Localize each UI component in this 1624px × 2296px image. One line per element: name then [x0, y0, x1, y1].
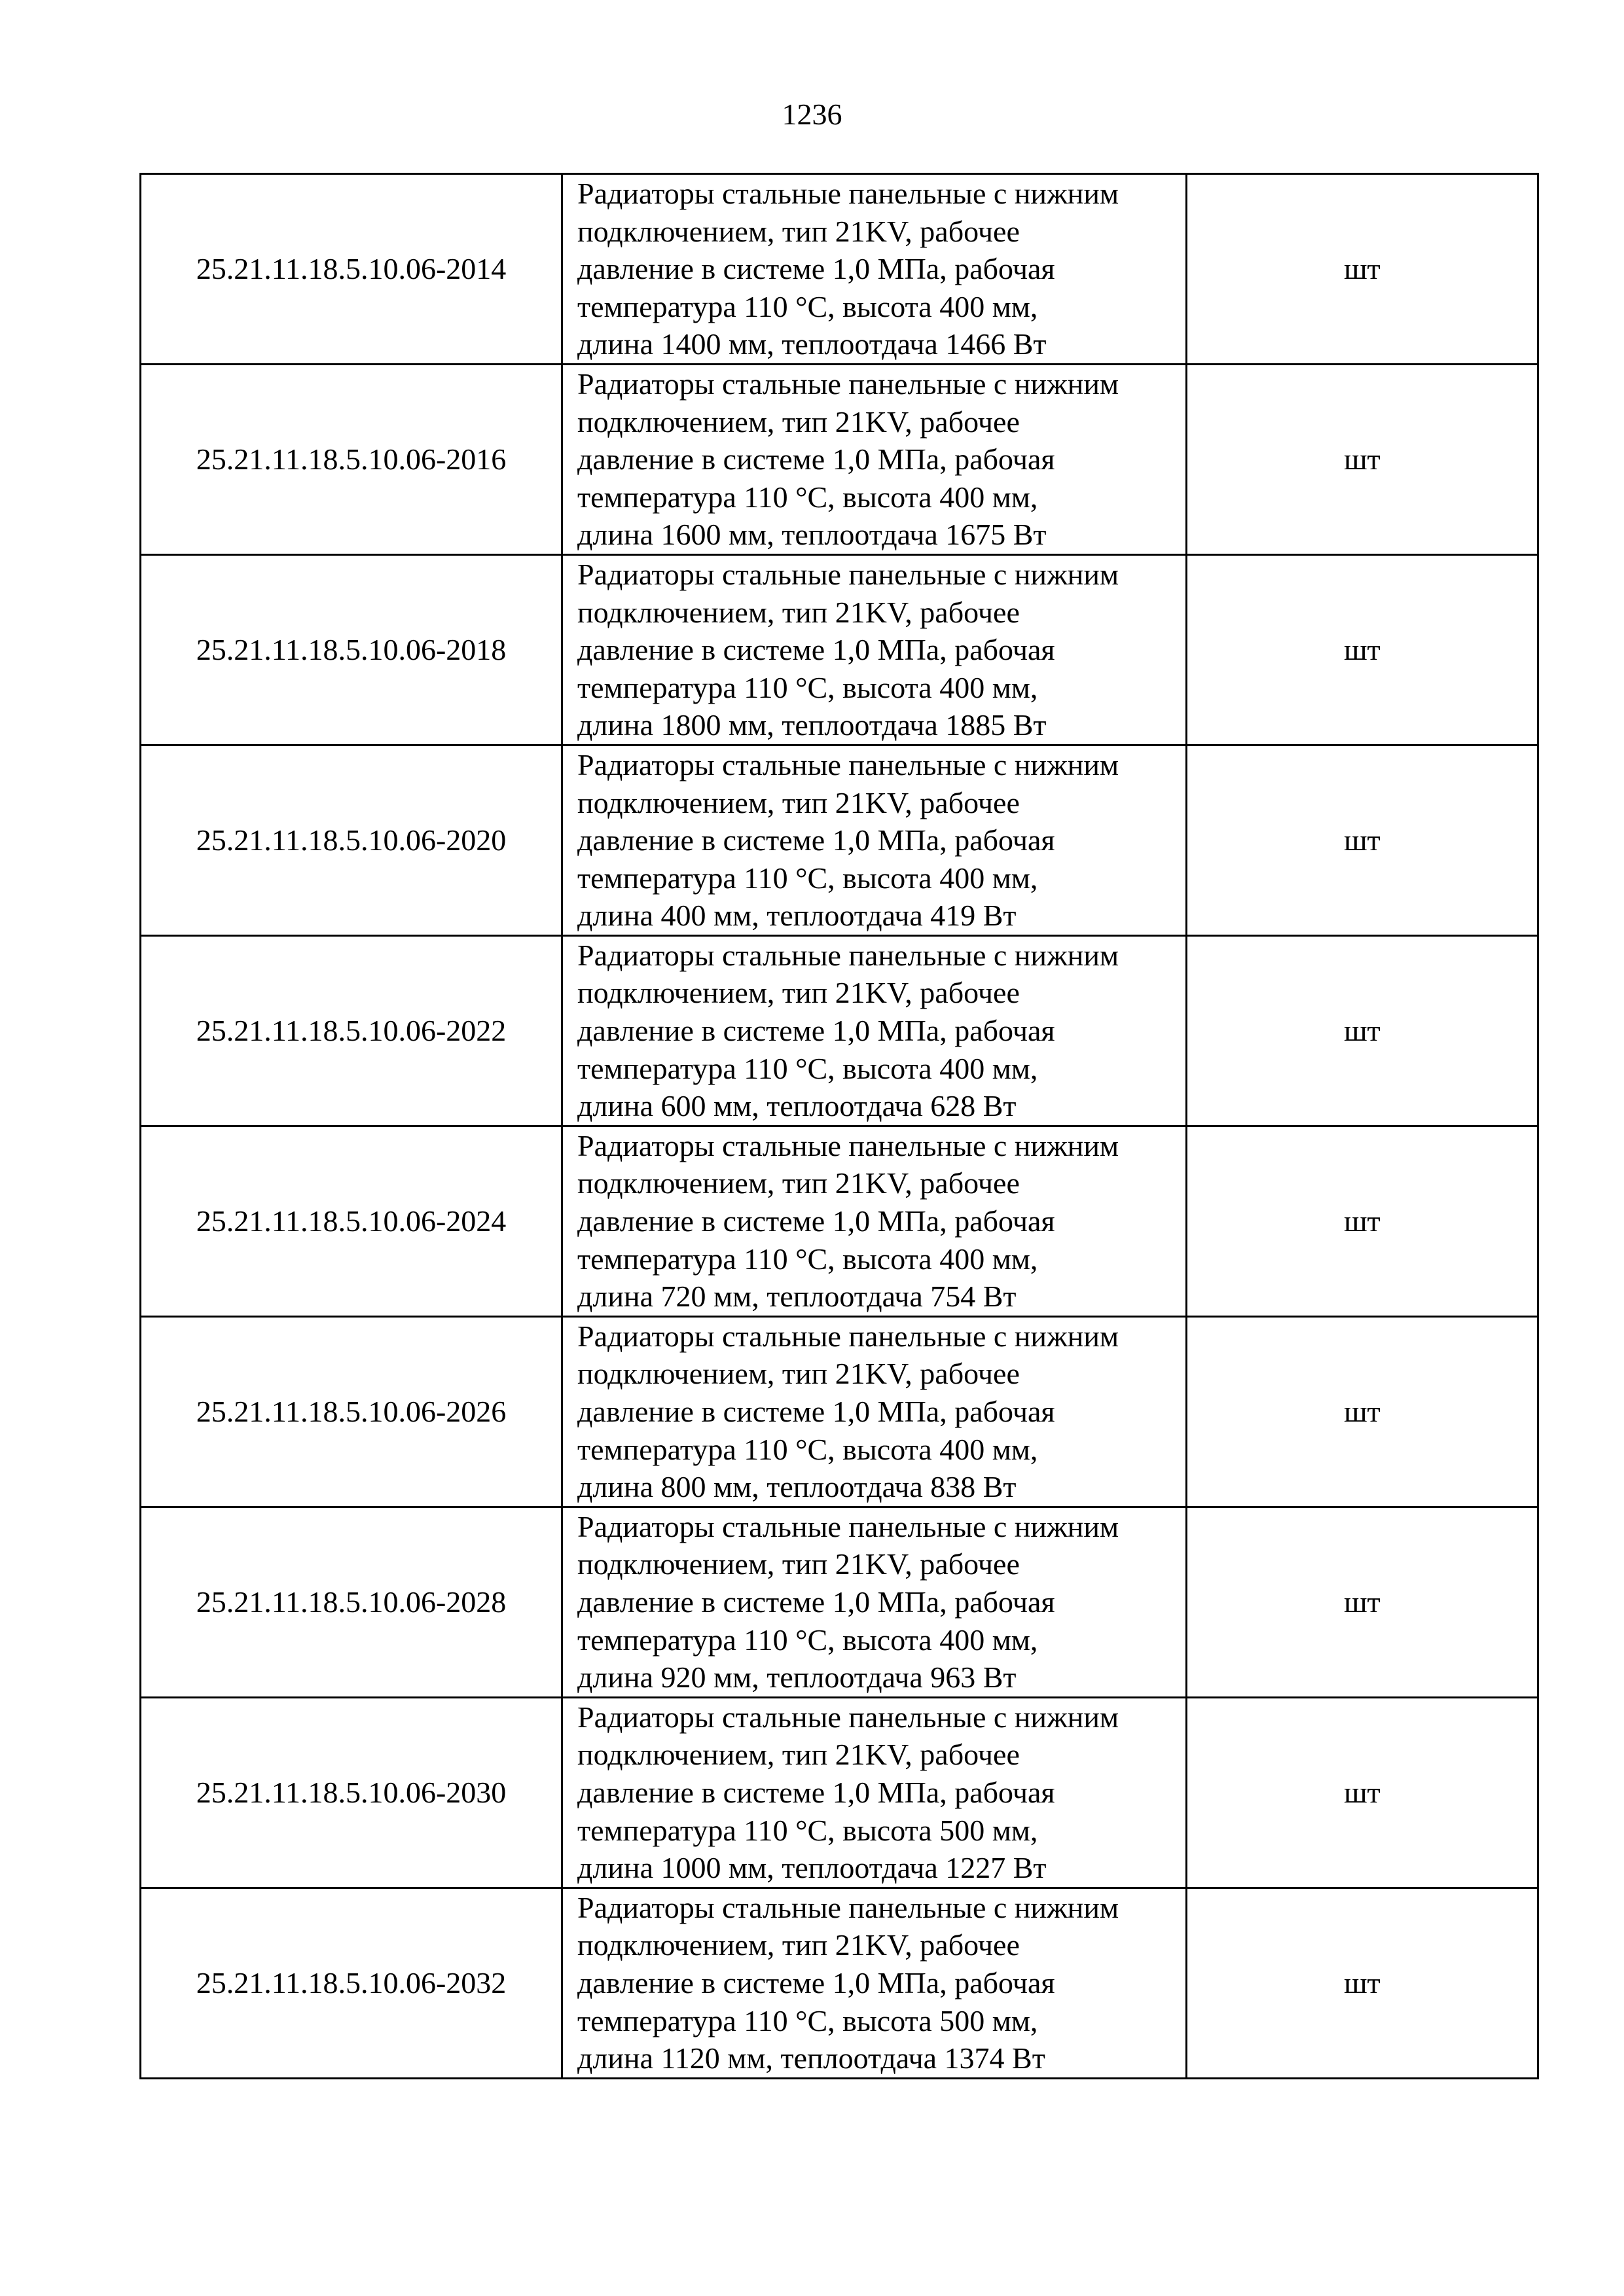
description-line: подключением, тип 21KV, рабочее	[577, 1928, 1020, 1962]
unit-of-measure: шт	[1187, 1888, 1538, 2078]
description-line: длина 800 мм, теплоотдача 838 Вт	[577, 1470, 1017, 1504]
description-line: длина 720 мм, теплоотдача 754 Вт	[577, 1280, 1017, 1314]
resource-code: 25.21.11.18.5.10.06-2016	[141, 364, 562, 554]
resource-description	[562, 554, 1187, 745]
description-line: Радиаторы стальные панельные с нижним	[577, 177, 1119, 210]
description-line: Радиаторы стальные панельные с нижним	[577, 1128, 1119, 1162]
description-line: длина 400 мм, теплоотдача 419 Вт	[577, 899, 1017, 933]
unit-of-measure: шт	[1187, 1126, 1538, 1316]
table-row	[141, 1507, 1538, 1697]
description-line: температура 110 °C, высота 400 мм,	[577, 861, 1038, 895]
unit-of-measure: шт	[1187, 364, 1538, 554]
table-row	[141, 1888, 1538, 2078]
description-line: температура 110 °C, высота 400 мм,	[577, 480, 1038, 514]
description-line: подключением, тип 21KV, рабочее	[577, 404, 1020, 439]
resource-code: 25.21.11.18.5.10.06-2030	[141, 1697, 562, 1888]
description-line: длина 1600 мм, теплоотдача 1675 Вт	[577, 518, 1047, 552]
resource-code: 25.21.11.18.5.10.06-2022	[141, 935, 562, 1126]
description-line: температура 110 °C, высота 500 мм,	[577, 2003, 1038, 2037]
unit-of-measure: шт	[1187, 554, 1538, 745]
resource-code: 25.21.11.18.5.10.06-2018	[141, 554, 562, 745]
resources-table	[139, 173, 1539, 2079]
table-row	[141, 1697, 1538, 1888]
description-line: давление в системе 1,0 МПа, рабочая	[577, 1585, 1055, 1619]
unit-of-measure: шт	[1187, 1316, 1538, 1507]
description-line: подключением, тип 21KV, рабочее	[577, 214, 1020, 248]
description-line: температура 110 °C, высота 400 мм,	[577, 1432, 1038, 1466]
description-line: Радиаторы стальные панельные с нижним	[577, 938, 1119, 972]
description-line: давление в системе 1,0 МПа, рабочая	[577, 823, 1055, 857]
description-line: длина 600 мм, теплоотдача 628 Вт	[577, 1089, 1017, 1123]
resource-description	[562, 935, 1187, 1126]
resource-description	[562, 364, 1187, 554]
resource-code: 25.21.11.18.5.10.06-2014	[141, 174, 562, 365]
unit-of-measure: шт	[1187, 1507, 1538, 1697]
description-line: Радиаторы стальные панельные с нижним	[577, 747, 1119, 781]
table-row	[141, 745, 1538, 935]
table-row	[141, 174, 1538, 365]
table-row	[141, 1316, 1538, 1507]
description-line: подключением, тип 21KV, рабочее	[577, 1547, 1020, 1581]
description-line: подключением, тип 21KV, рабочее	[577, 1738, 1020, 1772]
description-line: Радиаторы стальные панельные с нижним	[577, 1890, 1119, 1924]
description-line: температура 110 °C, высота 400 мм,	[577, 670, 1038, 704]
description-line: подключением, тип 21KV, рабочее	[577, 1357, 1020, 1391]
resource-code: 25.21.11.18.5.10.06-2026	[141, 1316, 562, 1507]
description-line: температура 110 °C, высота 400 мм,	[577, 1623, 1038, 1657]
table-row	[141, 935, 1538, 1126]
description-line: длина 920 мм, теплоотдача 963 Вт	[577, 1660, 1017, 1695]
description-line: давление в системе 1,0 МПа, рабочая	[577, 1014, 1055, 1048]
description-line: давление в системе 1,0 МПа, рабочая	[577, 252, 1055, 286]
resource-code: 25.21.11.18.5.10.06-2032	[141, 1888, 562, 2078]
description-line: давление в системе 1,0 МПа, рабочая	[577, 1775, 1055, 1809]
unit-of-measure: шт	[1187, 1697, 1538, 1888]
resource-description	[562, 745, 1187, 935]
description-line: длина 1120 мм, теплоотдача 1374 Вт	[577, 2041, 1045, 2075]
resource-code: 25.21.11.18.5.10.06-2020	[141, 745, 562, 935]
description-line: давление в системе 1,0 МПа, рабочая	[577, 442, 1055, 476]
unit-of-measure: шт	[1187, 174, 1538, 365]
resource-description	[562, 1888, 1187, 2078]
description-line: Радиаторы стальные панельные с нижним	[577, 1319, 1119, 1353]
description-line: длина 1400 мм, теплоотдача 1466 Вт	[577, 327, 1047, 361]
page-number: 1236	[782, 98, 842, 131]
description-line: давление в системе 1,0 МПа, рабочая	[577, 1965, 1055, 2000]
description-line: давление в системе 1,0 МПа, рабочая	[577, 1204, 1055, 1238]
description-line: давление в системе 1,0 МПа, рабочая	[577, 633, 1055, 667]
description-line: Радиаторы стальные панельные с нижним	[577, 1509, 1119, 1543]
description-line: подключением, тип 21KV, рабочее	[577, 785, 1020, 819]
description-line: температура 110 °C, высота 400 мм,	[577, 1242, 1038, 1276]
resource-description	[562, 1507, 1187, 1697]
description-line: Радиаторы стальные панельные с нижним	[577, 557, 1119, 591]
description-line: температура 110 °C, высота 400 мм,	[577, 1051, 1038, 1085]
description-line: длина 1000 мм, теплоотдача 1227 Вт	[577, 1851, 1047, 1885]
resource-description	[562, 1697, 1187, 1888]
table-row	[141, 554, 1538, 745]
resource-code: 25.21.11.18.5.10.06-2028	[141, 1507, 562, 1697]
description-line: температура 110 °C, высота 400 мм,	[577, 289, 1038, 323]
table-row	[141, 364, 1538, 554]
unit-of-measure: шт	[1187, 935, 1538, 1126]
description-line: температура 110 °C, высота 500 мм,	[577, 1813, 1038, 1847]
resource-description	[562, 1316, 1187, 1507]
resource-description	[562, 1126, 1187, 1316]
table-body	[141, 174, 1538, 2079]
description-line: давление в системе 1,0 МПа, рабочая	[577, 1395, 1055, 1428]
description-line: длина 1800 мм, теплоотдача 1885 Вт	[577, 708, 1047, 742]
description-line: Радиаторы стальные панельные с нижним	[577, 367, 1119, 401]
description-line: подключением, тип 21KV, рабочее	[577, 976, 1020, 1010]
resource-description	[562, 174, 1187, 365]
description-line: подключением, тип 21KV, рабочее	[577, 1166, 1020, 1200]
resource-code: 25.21.11.18.5.10.06-2024	[141, 1126, 562, 1316]
table-row	[141, 1126, 1538, 1316]
unit-of-measure: шт	[1187, 745, 1538, 935]
description-line: подключением, тип 21KV, рабочее	[577, 595, 1020, 629]
description-line: Радиаторы стальные панельные с нижним	[577, 1700, 1119, 1734]
